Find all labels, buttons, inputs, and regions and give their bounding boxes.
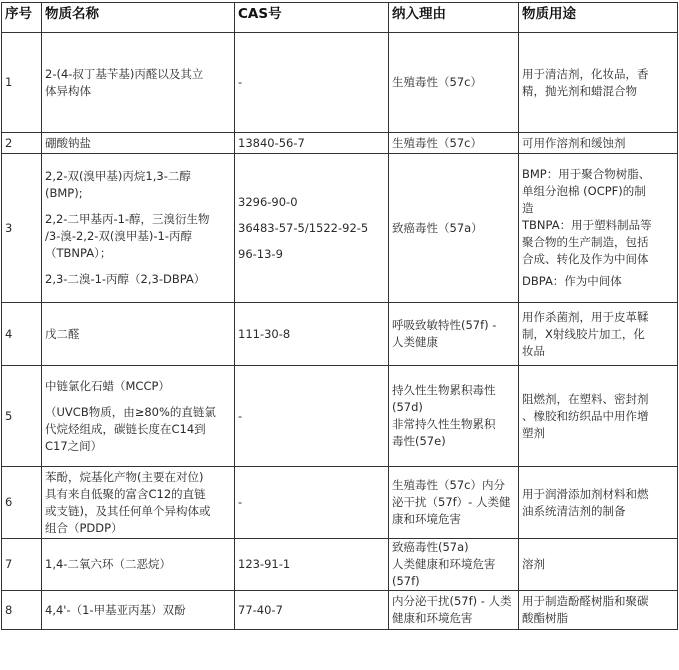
cell-text-line: 戊二醛 xyxy=(45,326,80,341)
cell-substance-use xyxy=(519,366,678,467)
cell-substance-use xyxy=(519,33,678,133)
cell-cas-number xyxy=(235,154,389,303)
cell-text-line: 体异构体 xyxy=(45,83,91,98)
cell-text-line: 合成、转化及作为中间体 xyxy=(522,252,649,266)
cell-no: 4 xyxy=(2,303,42,366)
cell-text-line: （UVCB物质，由≥80%的直链氯 xyxy=(45,404,216,419)
cell-text-line: 组合（PDDP） xyxy=(45,520,123,535)
cell-substance-use xyxy=(519,591,678,630)
cell-no: 1 xyxy=(2,33,42,133)
cell-cas-number xyxy=(235,133,389,154)
cell-inclusion-reason xyxy=(389,467,519,539)
cell-text-line: - xyxy=(238,75,243,89)
cell-no: 7 xyxy=(2,539,42,591)
cell-text-line: C17之间） xyxy=(45,438,103,453)
cell-text-line: 具有来自低聚的富含C12的直链 xyxy=(45,486,206,501)
cell-text-line: 用于制造酚醛树脂和聚碳 xyxy=(522,594,649,608)
cell-text-line: 3296-90-0 xyxy=(238,194,298,209)
cell-substance-name xyxy=(42,154,235,303)
header-use: 物质用途 xyxy=(519,3,678,33)
cell-text-line: 内分泌干扰(57f) - 人类 xyxy=(392,594,512,608)
cell-cas-number xyxy=(235,539,389,591)
cell-no: 8 xyxy=(2,591,42,630)
cell-substance-use xyxy=(519,133,678,154)
cell-substance-use xyxy=(519,303,678,366)
table-row xyxy=(2,33,678,133)
cell-substance-name xyxy=(42,33,235,133)
cell-text-line: 造 xyxy=(522,201,534,215)
cell-text-line: 精，抛光剂和蜡混合物 xyxy=(522,83,637,98)
cell-substance-name xyxy=(42,591,235,630)
cell-text-line: 、橡胶和纺织品中用作增 xyxy=(522,408,649,423)
cell-text-line: 泌干扰（57f）- 人类健 xyxy=(392,495,511,509)
table-row xyxy=(2,154,678,303)
cell-substance-name xyxy=(42,303,235,366)
cell-no: 3 xyxy=(2,154,42,303)
cell-text-line: 酸酯树脂 xyxy=(522,611,568,625)
cell-cas-number xyxy=(235,467,389,539)
line-gap xyxy=(238,211,385,220)
cell-inclusion-reason xyxy=(389,591,519,630)
table-row xyxy=(2,539,678,591)
cell-text-line: 人类健康 xyxy=(392,335,438,349)
cell-inclusion-reason xyxy=(389,303,519,366)
cell-text-line: 非常持久性生物累积 xyxy=(392,417,496,431)
cell-substance-use xyxy=(519,154,678,303)
header-cas: CAS号 xyxy=(235,3,389,33)
cell-text-line: 聚合物的生产制造，包括 xyxy=(522,235,649,249)
cell-text-line: TBNPA：用于塑料制品等 xyxy=(522,218,652,232)
cell-text-line: 2,2-双(溴甲基)丙烷1,3-二醇 xyxy=(45,169,191,183)
cell-inclusion-reason xyxy=(389,154,519,303)
cell-text-line: 健康和环境危害 xyxy=(392,611,473,625)
cell-substance-use xyxy=(519,539,678,591)
cell-cas-number xyxy=(235,366,389,467)
cell-text-line: 用于清洁剂，化妆品，香 xyxy=(522,66,649,81)
cell-inclusion-reason xyxy=(389,366,519,467)
cell-no: 6 xyxy=(2,467,42,539)
cell-text-line: 呼吸致敏特性(57f) - xyxy=(392,318,497,332)
cell-substance-name xyxy=(42,539,235,591)
substance-table xyxy=(1,2,678,630)
table-header-row xyxy=(2,3,678,33)
table-row xyxy=(2,467,678,539)
cell-text-line: 可用作溶剂和缓蚀剂 xyxy=(522,135,626,150)
cell-text-line: 妆品 xyxy=(522,343,545,358)
cell-cas-number xyxy=(235,33,389,133)
cell-cas-number xyxy=(235,303,389,366)
cell-no: 5 xyxy=(2,366,42,467)
cell-text-line: 苯酚，烷基化产物(主要在对位) xyxy=(45,469,204,484)
cell-text-line: 制，X射线胶片加工，化 xyxy=(522,326,645,341)
cell-text-line: 2,2-二甲基丙-1-醇，三溴衍生物 xyxy=(45,212,210,226)
cell-text-line: 油系统清洁剂的制备 xyxy=(522,503,626,518)
cell-text-line: DBPA：作为中间体 xyxy=(522,274,622,288)
cell-text-line: 单组分泡棉 (OCPF)的制 xyxy=(522,184,646,198)
line-gap xyxy=(45,395,231,404)
cell-text-line: 96-13-9 xyxy=(238,246,283,261)
cell-text-line: - xyxy=(238,408,243,423)
cell-text-line: 硼酸钠盐 xyxy=(45,135,91,150)
cell-text-line: 2,3-二溴-1-丙醇（2,3-DBPA） xyxy=(45,272,206,286)
cell-text-line: 致癌毒性(57a) xyxy=(392,540,469,554)
cell-text-line: (BMP); xyxy=(45,186,83,200)
header-reason: 纳入理由 xyxy=(389,3,519,33)
cell-text-line: 毒性(57e) xyxy=(392,434,446,448)
cell-text-line: 36483-57-5/1522-92-5 xyxy=(238,220,369,235)
table-row xyxy=(2,133,678,154)
cell-text-line: 康和环境危害 xyxy=(392,512,461,526)
cell-text-line: 或支链)，及其任何单个异构体或 xyxy=(45,503,211,518)
cell-text-line: - xyxy=(238,495,243,509)
header-no: 序号 xyxy=(2,3,42,33)
cell-text-line: 用于润滑添加剂材料和燃 xyxy=(522,486,649,501)
cell-no: 2 xyxy=(2,133,42,154)
cell-text-line: 生殖毒性（57c） xyxy=(392,75,482,89)
table-row xyxy=(2,366,678,467)
cell-text-line: 2-(4-叔丁基苄基)丙醛以及其立 xyxy=(45,66,204,81)
cell-text-line: 1,4-二氧六环（二恶烷） xyxy=(45,557,171,571)
table-row xyxy=(2,303,678,366)
cell-text-line: 13840-56-7 xyxy=(238,135,305,150)
cell-text-line: （TBNPA）； xyxy=(45,246,112,260)
cell-text-line: 生殖毒性（57c） xyxy=(392,135,482,150)
cell-text-line: 123-91-1 xyxy=(238,557,291,571)
line-gap xyxy=(45,262,231,271)
cell-text-line: 生殖毒性（57c）内分 xyxy=(392,478,505,492)
cell-text-line: 代烷烃组成，碳链长度在C14到 xyxy=(45,421,206,436)
cell-text-line: 致癌毒性（57a） xyxy=(392,220,483,235)
line-gap xyxy=(238,237,385,246)
cell-text-line: 111-30-8 xyxy=(238,326,291,341)
cell-text-line: 中链氯化石蜡（MCCP） xyxy=(45,378,170,393)
cell-substance-name xyxy=(42,467,235,539)
cell-text-line: 人类健康和环境危害 xyxy=(392,557,496,571)
cell-substance-name xyxy=(42,366,235,467)
cell-text-line: 4,4'-（1-甲基亚丙基）双酚 xyxy=(45,602,186,617)
cell-text-line: 塑剂 xyxy=(522,425,545,440)
cell-text-line: 溶剂 xyxy=(522,557,545,571)
cell-text-line: 用作杀菌剂，用于皮革鞣 xyxy=(522,309,649,324)
cell-text-line: (57f) xyxy=(392,574,420,588)
cell-substance-use xyxy=(519,467,678,539)
cell-text-line: 77-40-7 xyxy=(238,602,283,617)
cell-inclusion-reason xyxy=(389,133,519,154)
header-name: 物质名称 xyxy=(42,3,235,33)
cell-text-line: (57d) xyxy=(392,400,423,414)
table-row xyxy=(2,591,678,630)
cell-text-line: 阻燃剂，在塑料、密封剂 xyxy=(522,391,649,406)
cell-text-line: /3-溴-2,2-双(溴甲基)-1-丙醇 xyxy=(45,229,193,243)
line-gap xyxy=(45,202,231,211)
cell-substance-name xyxy=(42,133,235,154)
cell-cas-number xyxy=(235,591,389,630)
cell-text-line: BMP：用于聚合物树脂、 xyxy=(522,167,651,181)
cell-text-line: 持久性生物累积毒性 xyxy=(392,383,496,397)
cell-inclusion-reason xyxy=(389,539,519,591)
cell-inclusion-reason xyxy=(389,33,519,133)
